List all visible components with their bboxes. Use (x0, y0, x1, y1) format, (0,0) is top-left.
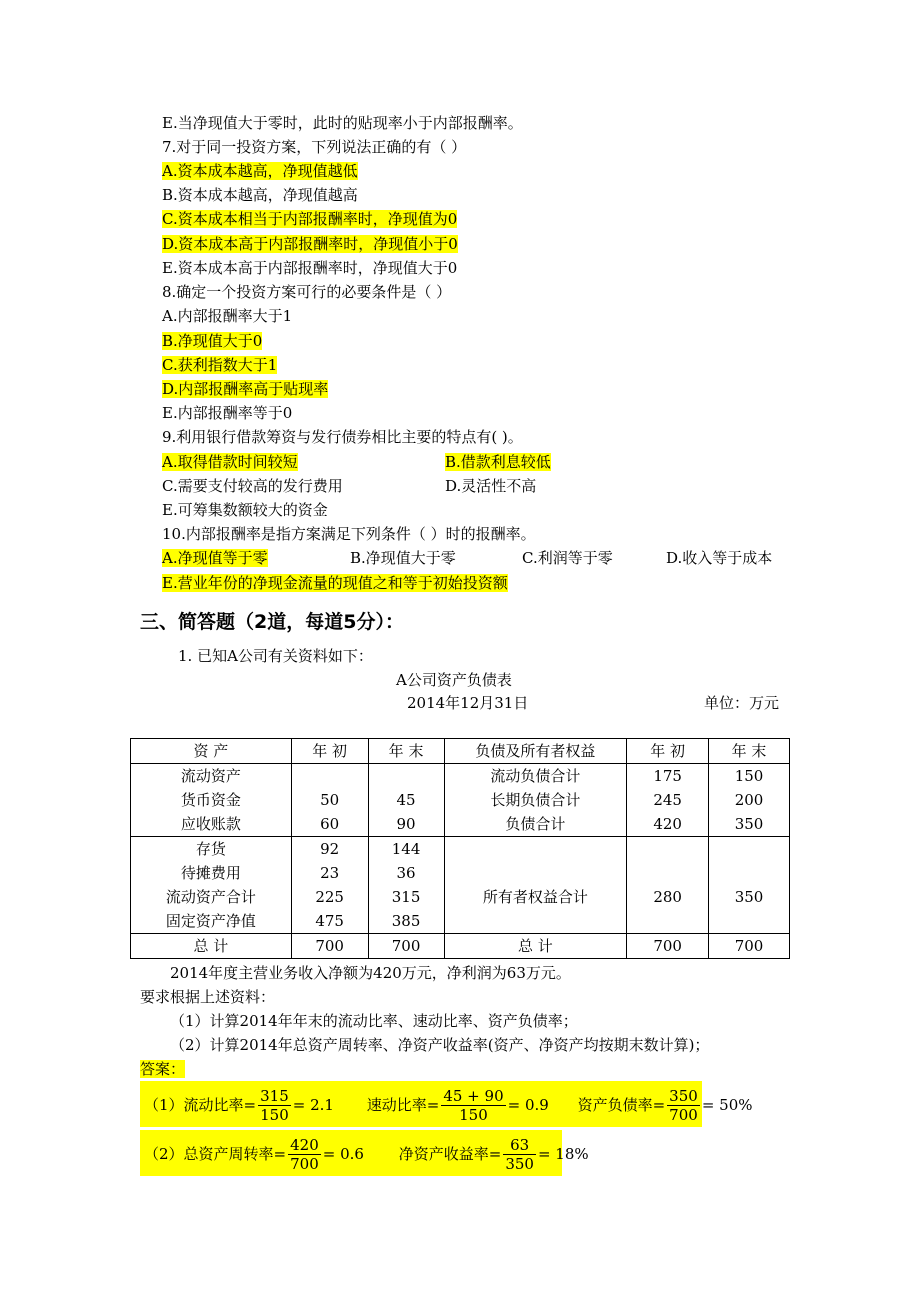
q9-option-c: C.需要支付较高的发行费用 (162, 477, 343, 495)
table-cell (444, 837, 627, 862)
table-header-row (131, 739, 790, 764)
table-cell: 280 (627, 885, 709, 909)
table-cell: 144 (368, 837, 444, 862)
table-cell: 90 (368, 812, 444, 837)
table-unit: 单位：万元 (704, 694, 780, 712)
q8-option-b: B.净现值大于0 (162, 332, 263, 350)
table-cell (627, 909, 709, 934)
quick-ratio-label: 速动比率= (366, 1096, 440, 1114)
table-cell: 150 (709, 764, 790, 789)
question-1-intro: 1. 已知A公司有关资料如下： (178, 647, 373, 665)
table-cell: 存货 (131, 837, 292, 862)
section-heading: 三、简答题（2道，每道5分）： (140, 611, 404, 633)
fraction-quick-ratio (441, 1087, 505, 1124)
roe-label: 净资产收益率= (398, 1145, 502, 1163)
table-cell: 应收账款 (131, 812, 292, 837)
table-cell: 475 (291, 909, 368, 934)
table-cell: 流动资产 (131, 764, 292, 789)
denominator: 350 (505, 1154, 534, 1173)
table-cell: 所有者权益合计 (444, 885, 627, 909)
table-cell: 700 (627, 934, 709, 959)
result: = 18% (537, 1145, 589, 1163)
q8-option-a: A.内部报酬率大于1 (162, 307, 293, 325)
denominator: 150 (260, 1105, 289, 1124)
numerator: 420 (290, 1135, 319, 1154)
table-cell: 60 (291, 812, 368, 837)
q9-option-a: A.取得借款时间较短 (162, 453, 298, 471)
table-cell: 50 (291, 788, 368, 812)
table-cell (444, 909, 627, 934)
balance-sheet-table (130, 738, 790, 959)
table-row (131, 837, 790, 862)
header-assets: 资 产 (131, 739, 292, 764)
requirement-intro: 要求根据上述资料： (140, 988, 276, 1006)
table-total-row (131, 934, 790, 959)
header-liab-end: 年 末 (709, 739, 790, 764)
table-cell: 245 (627, 788, 709, 812)
table-cell: 225 (291, 885, 368, 909)
result: = 0.6 (322, 1145, 364, 1163)
q6-option-e: E.当净现值大于零时，此时的贴现率小于内部报酬率。 (162, 114, 523, 132)
revenue-info: 2014年度主营业务收入净额为420万元，净利润为63万元。 (170, 964, 571, 982)
table-cell: 350 (709, 812, 790, 837)
table-date: 2014年12月31日 (407, 694, 529, 712)
answer-2-prefix: （2）总资产周转率= (144, 1145, 287, 1163)
header-assets-begin: 年 初 (291, 739, 368, 764)
table-cell (709, 861, 790, 885)
requirement-2: （2）计算2014年总资产周转率、净资产收益率(资产、净资产均按期末数计算)； (170, 1036, 710, 1054)
header-liabilities-equity: 负债及所有者权益 (444, 739, 627, 764)
table-cell: 总 计 (131, 934, 292, 959)
table-cell: 长期负债合计 (444, 788, 627, 812)
q7-option-a: A.资本成本越高，净现值越低 (162, 162, 358, 180)
q10-option-d: D.收入等于成本 (666, 549, 773, 567)
fraction-asset-turnover (288, 1136, 321, 1173)
table-cell: 92 (291, 837, 368, 862)
q10-stem: 10.内部报酬率是指方案满足下列条件（ ）时的报酬率。 (162, 525, 536, 543)
debt-ratio-label: 资产负债率= (577, 1096, 666, 1114)
numerator: 63 (503, 1136, 536, 1155)
denominator: 150 (459, 1105, 488, 1124)
table-cell: 36 (368, 861, 444, 885)
table-cell: 350 (709, 885, 790, 909)
fraction-roe (503, 1136, 536, 1173)
table-row (131, 861, 790, 885)
table-cell: 流动负债合计 (444, 764, 627, 789)
denominator: 700 (669, 1105, 698, 1124)
q8-stem: 8.确定一个投资方案可行的必要条件是（ ） (162, 283, 452, 301)
numerator: 315 (260, 1086, 289, 1105)
table-cell: 385 (368, 909, 444, 934)
table-cell (368, 764, 444, 789)
answer-1-formula (140, 1081, 753, 1127)
table-row (131, 909, 790, 934)
requirement-1: （1）计算2014年年末的流动比率、速动比率、资产负债率； (170, 1012, 578, 1030)
table-cell: 315 (368, 885, 444, 909)
q8-option-d: D.内部报酬率高于贴现率 (162, 380, 329, 398)
q7-option-e: E.资本成本高于内部报酬率时，净现值大于0 (162, 259, 458, 277)
table-cell: 175 (627, 764, 709, 789)
fraction-debt-ratio (667, 1087, 700, 1124)
q9-option-d: D.灵活性不高 (445, 477, 537, 495)
table-cell: 700 (709, 934, 790, 959)
table-cell (627, 861, 709, 885)
q7-option-b: B.资本成本越高，净现值越高 (162, 186, 358, 204)
table-cell: 待摊费用 (131, 861, 292, 885)
q9-option-e: E.可筹集数额较大的资金 (162, 501, 328, 519)
header-assets-end: 年 末 (368, 739, 444, 764)
table-cell (444, 861, 627, 885)
table-cell: 总 计 (444, 934, 627, 959)
table-row (131, 812, 790, 837)
table-cell: 45 (368, 788, 444, 812)
result: = 50% (701, 1096, 753, 1114)
numerator: 350 (669, 1086, 698, 1105)
table-row (131, 764, 790, 789)
table-cell: 23 (291, 861, 368, 885)
header-liab-begin: 年 初 (627, 739, 709, 764)
numerator: 45 + 90 (443, 1086, 504, 1105)
result: = 2.1 (292, 1096, 334, 1114)
table-cell: 货币资金 (131, 788, 292, 812)
q7-option-c: C.资本成本相当于内部报酬率时，净现值为0 (162, 210, 458, 228)
q9-option-b: B.借款利息较低 (445, 453, 551, 471)
table-cell (291, 764, 368, 789)
q10-option-b: B.净现值大于零 (350, 549, 456, 567)
table-cell: 200 (709, 788, 790, 812)
table-cell (709, 837, 790, 862)
q10-option-e: E.营业年份的净现金流量的现值之和等于初始投资额 (162, 574, 508, 592)
denominator: 700 (290, 1154, 319, 1173)
q10-option-c: C.利润等于零 (522, 549, 613, 567)
answer-1-prefix: （1）流动比率= (144, 1096, 257, 1114)
q10-option-a: A.净现值等于零 (162, 549, 268, 567)
answer-label: 答案： (140, 1060, 186, 1078)
fraction-current-ratio (258, 1087, 291, 1124)
result: = 0.9 (507, 1096, 549, 1114)
table-cell: 固定资产净值 (131, 909, 292, 934)
table-cell (709, 909, 790, 934)
table-row (131, 788, 790, 812)
q8-option-e: E.内部报酬率等于0 (162, 404, 293, 422)
q9-stem: 9.利用银行借款筹资与发行债券相比主要的特点有( )。 (162, 428, 523, 446)
table-cell: 700 (368, 934, 444, 959)
q8-option-c: C.获利指数大于1 (162, 356, 278, 374)
table-cell: 流动资产合计 (131, 885, 292, 909)
table-cell: 420 (627, 812, 709, 837)
q7-stem: 7.对于同一投资方案，下列说法正确的有（ ） (162, 138, 467, 156)
table-row (131, 885, 790, 909)
q7-option-d: D.资本成本高于内部报酬率时，净现值小于0 (162, 235, 458, 253)
answer-2-formula (140, 1130, 589, 1176)
table-cell: 负债合计 (444, 812, 627, 837)
table-cell: 700 (291, 934, 368, 959)
table-title: A公司资产负债表 (396, 671, 512, 689)
table-cell (627, 837, 709, 862)
